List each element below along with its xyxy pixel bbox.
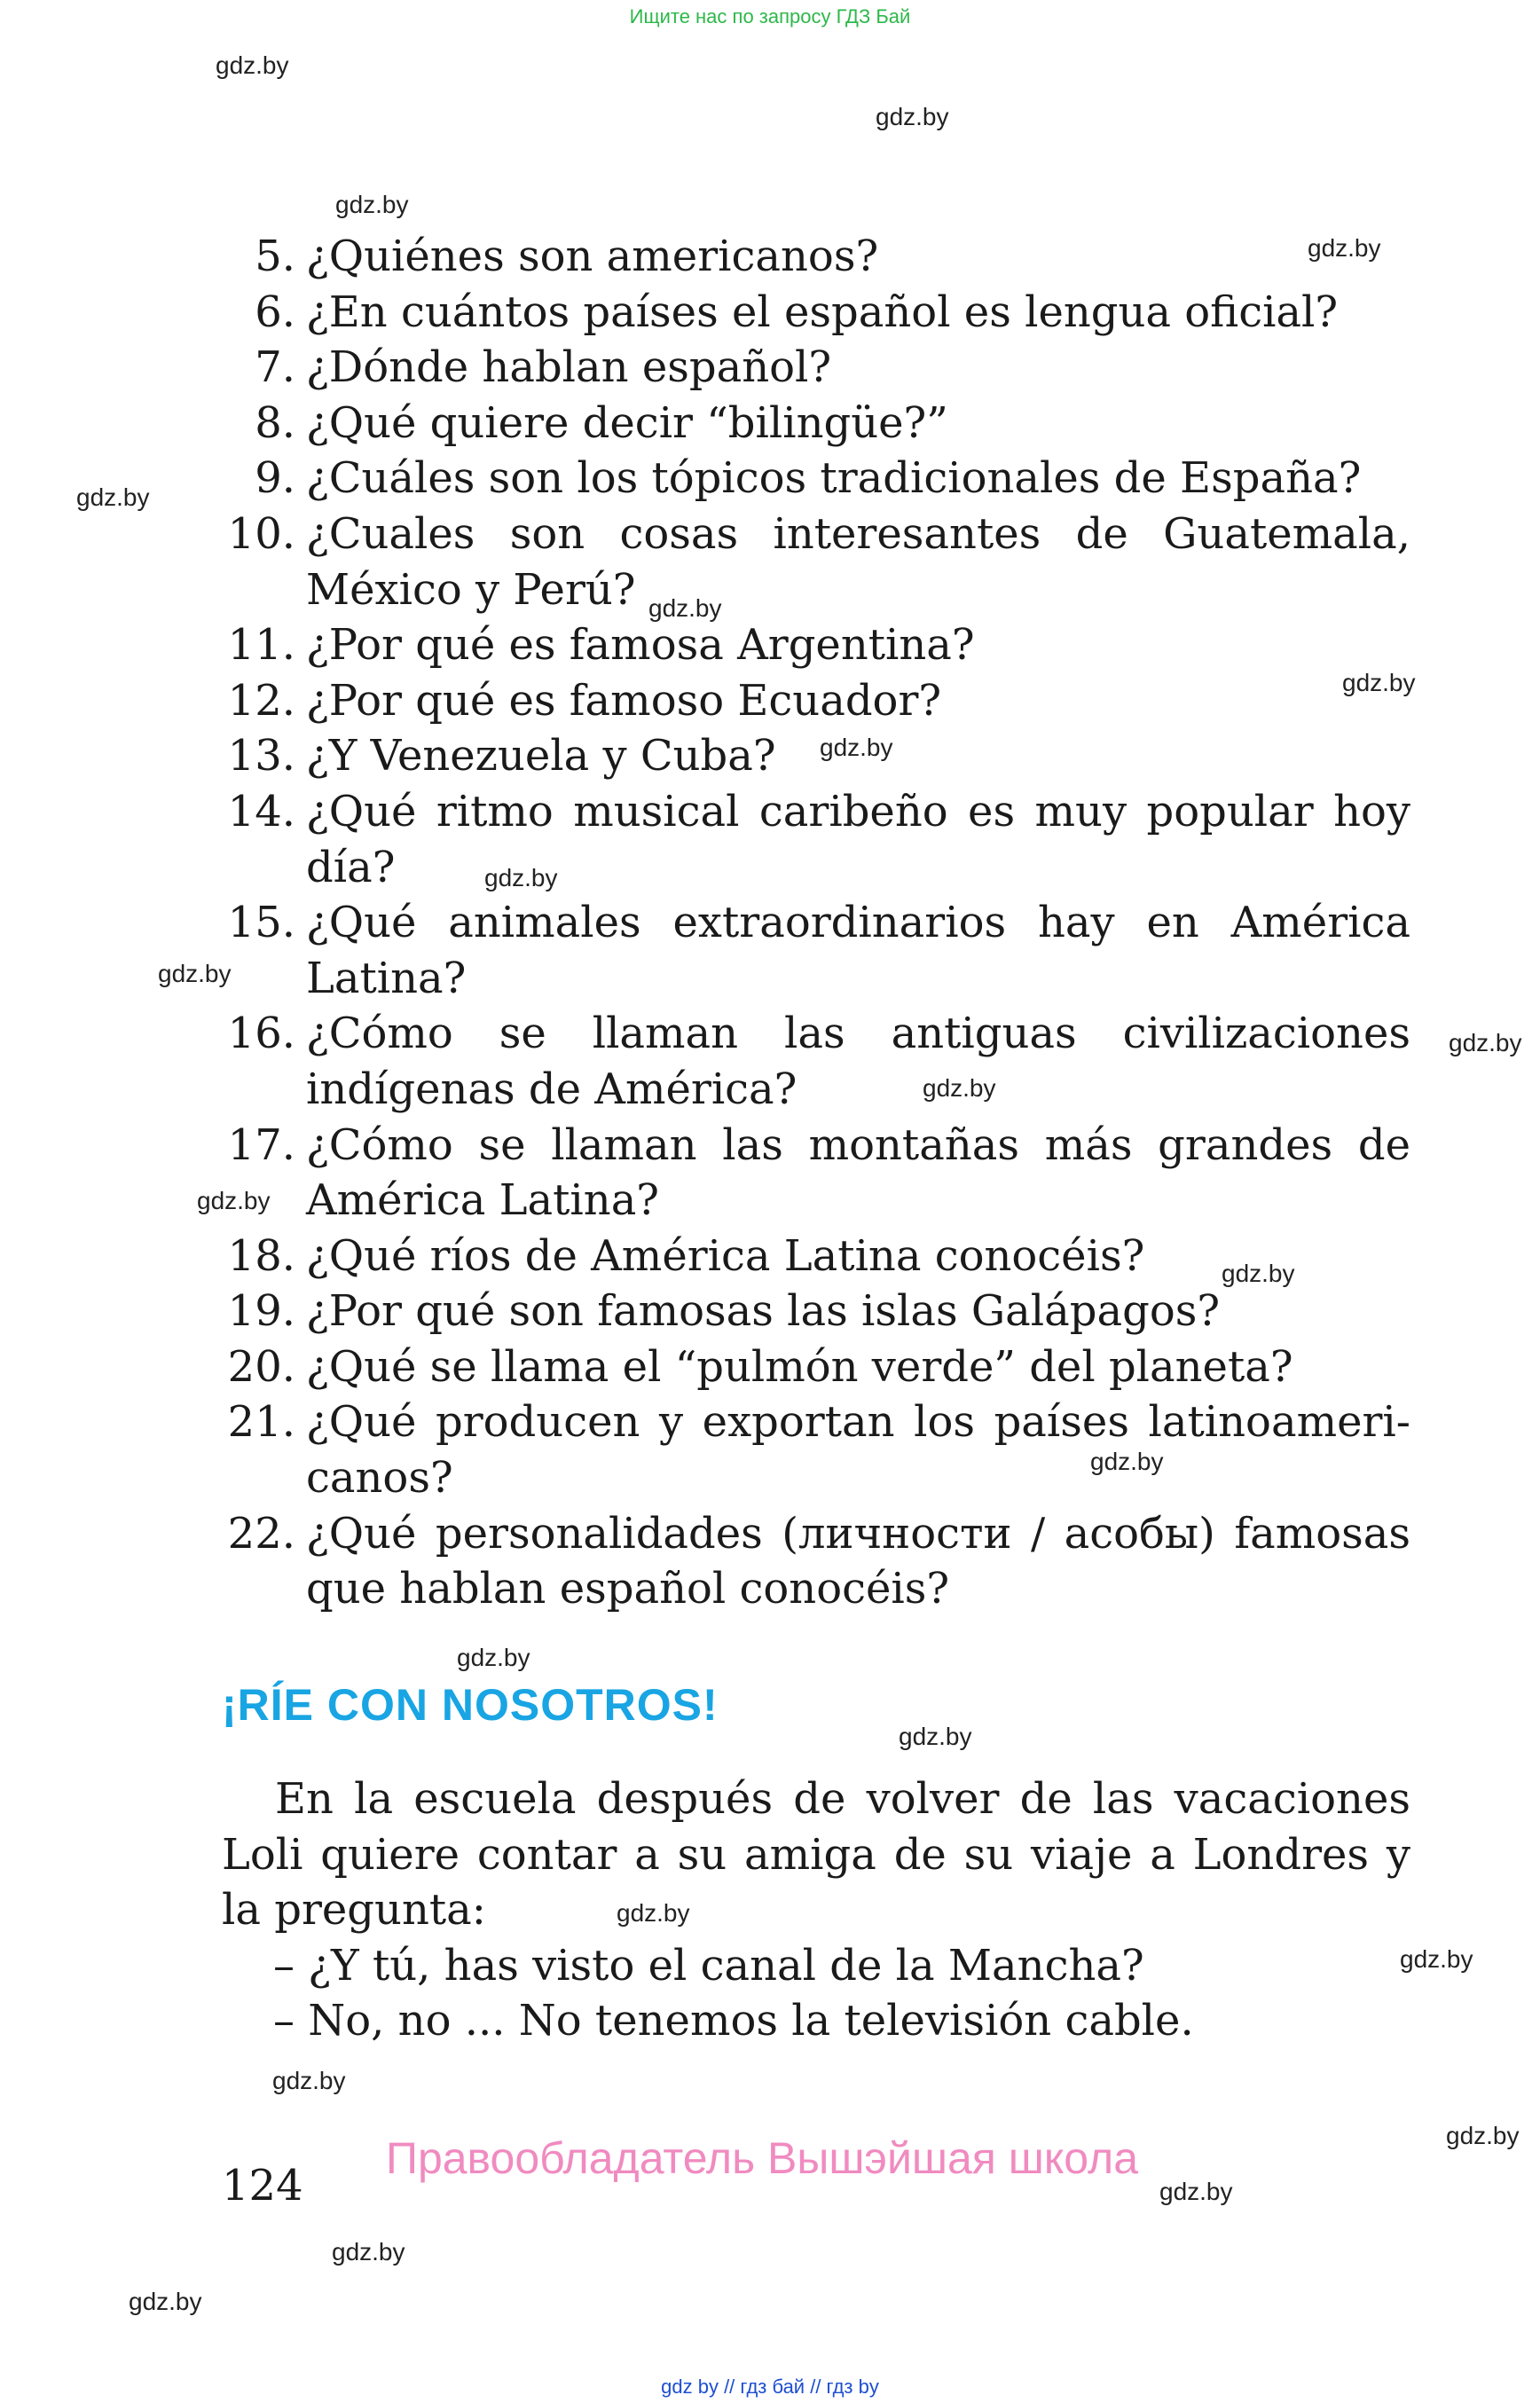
question-item (217, 784, 1410, 895)
question-text: ¿Dónde hablan español? (306, 342, 832, 393)
question-item (217, 617, 1410, 673)
question-text: ¿Qué producen y exportan los países latinoameri- canos? (306, 1397, 1410, 1504)
question-item (217, 340, 1410, 396)
question-text: ¿En cuántos países el español es lengua oficial? (306, 287, 1339, 337)
question-item (217, 1506, 1410, 1617)
question-number: 17. (227, 1119, 295, 1170)
question-number: 13. (227, 731, 295, 781)
page-number: 124 (222, 2161, 303, 2211)
question-text: ¿Cómo se llaman las antiguas civilizaciones indígenas de América? (306, 1009, 1410, 1114)
watermark: gdz.by (158, 960, 232, 987)
watermark: gdz.by (820, 734, 893, 761)
question-number: 11. (227, 620, 295, 671)
watermark: gdz.by (272, 2067, 346, 2094)
dialogue-line: – No, no ... No tenemos la televisión cable. (273, 1996, 1194, 2046)
bottom-links[interactable]: gdz by // гдз бай // гдз by (661, 2376, 879, 2398)
question-item (217, 1006, 1410, 1117)
question-number: 22. (227, 1508, 295, 1559)
question-item (217, 1229, 1410, 1284)
question-number: 7. (255, 342, 295, 393)
watermark: gdz.by (197, 1187, 271, 1214)
question-number: 21. (227, 1397, 295, 1448)
watermark: gdz.by (923, 1074, 996, 1102)
question-number: 6. (255, 287, 295, 337)
question-item (217, 673, 1410, 729)
watermark: gdz.by (129, 2288, 202, 2315)
top-banner[interactable]: Ищите нас по запросу ГДЗ Бай (629, 5, 911, 27)
joke-paragraph: En la escuela después de volver de las vacaciones Loli quiere contar a su amiga de su viaje a Londres y la pregunta: (222, 1774, 1410, 1936)
watermark: gdz.by (457, 1644, 530, 1671)
watermark: gdz.by (648, 594, 722, 622)
question-item (217, 1394, 1410, 1505)
question-item (217, 285, 1410, 341)
question-text: ¿Por qué es famoso Ecuador? (306, 675, 942, 726)
watermark: gdz.by (1159, 2178, 1233, 2205)
watermark: gdz.by (876, 103, 949, 130)
watermark: gdz.by (1342, 669, 1416, 696)
question-number: 10. (227, 508, 295, 559)
question-item (217, 229, 1410, 285)
joke-block (222, 1771, 1410, 2049)
copyright-notice: Правообладатель Вышэйшая школа (386, 2133, 1138, 2183)
question-text: ¿Y Venezuela y Cuba? (306, 731, 776, 781)
watermark: gdz.by (1090, 1448, 1164, 1475)
question-number: 9. (255, 453, 295, 504)
question-number: 12. (227, 675, 295, 726)
question-text: ¿Por qué es famosa Argentina? (306, 620, 975, 671)
question-number: 18. (227, 1230, 295, 1281)
watermark: gdz.by (617, 1899, 690, 1927)
watermark: gdz.by (332, 2238, 405, 2266)
question-number: 14. (227, 786, 295, 836)
question-item (217, 1118, 1410, 1229)
question-text: ¿Quiénes son americanos? (306, 232, 879, 281)
question-item (217, 728, 1410, 784)
watermark: gdz.by (216, 51, 289, 79)
watermark: gdz.by (899, 1723, 972, 1750)
question-text: ¿Qué animales extraordinarios hay en América Latina? (306, 898, 1410, 1003)
question-number: 20. (227, 1341, 295, 1392)
question-item (217, 396, 1410, 452)
question-text: ¿Qué personalidades (личности / асобы) famosas que hablan español conocéis? (306, 1508, 1410, 1614)
watermark: gdz.by (1449, 1029, 1522, 1056)
question-item (217, 1284, 1410, 1339)
section-title: ¡RÍE CON NOSOTROS! (222, 1680, 719, 1730)
watermark: gdz.by (1446, 2122, 1520, 2149)
question-number: 5. (255, 232, 295, 281)
watermark: gdz.by (335, 191, 409, 218)
question-number: 16. (227, 1009, 295, 1059)
question-item (217, 507, 1410, 617)
question-text: ¿Cuáles son los tópicos tradicionales de España? (306, 453, 1362, 504)
question-number: 8. (255, 397, 295, 448)
question-text: ¿Qué quiere decir “bilingüe?” (306, 397, 948, 448)
question-item (217, 895, 1410, 1006)
watermark: gdz.by (1400, 1945, 1473, 1973)
question-text: ¿Por qué son famosas las islas Galápagos? (306, 1286, 1221, 1337)
watermark: gdz.by (484, 864, 558, 891)
watermark: gdz.by (76, 483, 150, 511)
question-item (217, 451, 1410, 507)
question-list (217, 229, 1410, 1617)
question-text: ¿Cuales son cosas interesantes de Guatemala, México y Perú? (306, 508, 1410, 615)
question-text: ¿Qué ritmo musical caribeño es muy popular hoy día? (306, 786, 1410, 892)
watermark: gdz.by (1222, 1260, 1295, 1287)
question-number: 15. (227, 898, 295, 948)
question-text: ¿Qué ríos de América Latina conocéis? (306, 1230, 1145, 1281)
watermark: gdz.by (1308, 234, 1381, 262)
question-text: ¿Qué se llama el “pulmón verde” del planeta? (306, 1341, 1293, 1392)
dialogue-line: – ¿Y tú, has visto el canal de la Mancha? (273, 1940, 1144, 1991)
question-item (217, 1339, 1410, 1395)
question-number: 19. (227, 1286, 295, 1337)
question-text: ¿Cómo se llaman las montañas más grandes de América Latina? (306, 1119, 1410, 1226)
